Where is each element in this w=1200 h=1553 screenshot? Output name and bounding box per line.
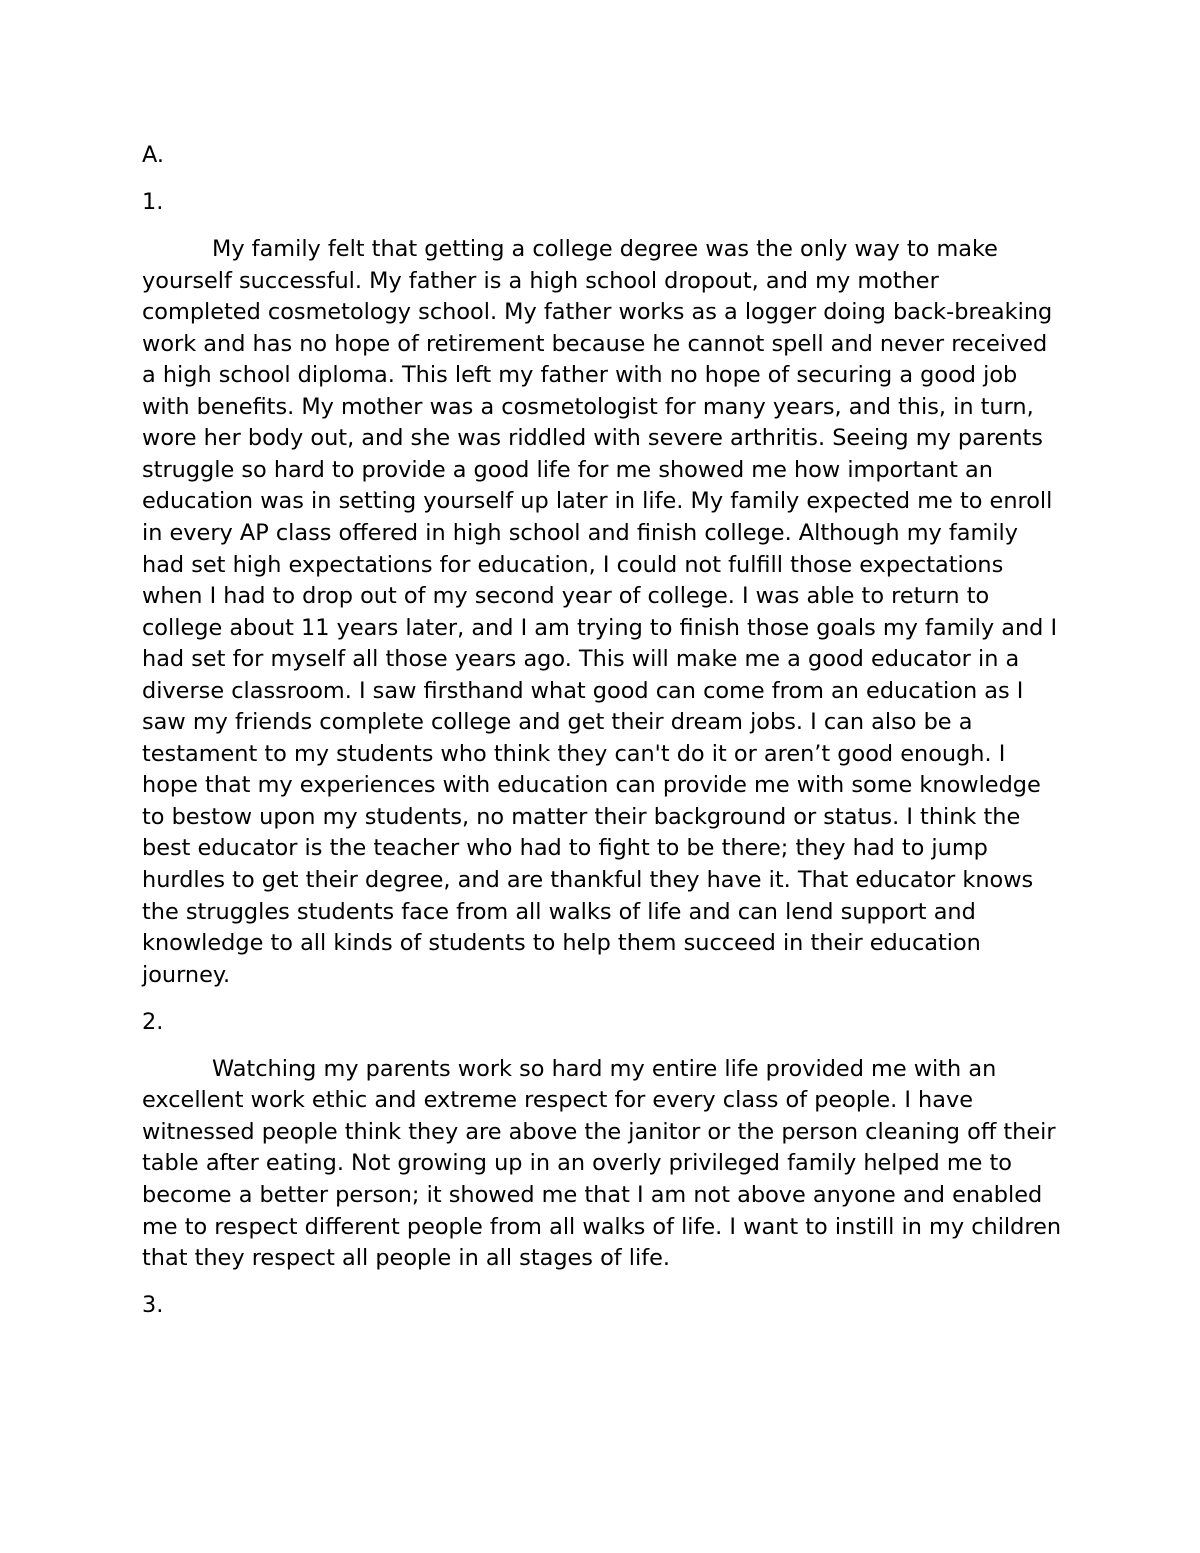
question-number-3: 3. [142, 1292, 164, 1319]
answer-paragraph-1: My family felt that getting a college degree was the only way to make yourself successful. My father is a high school dropout, and my mother completed cosmetology school. My father works as a logger doing back-breaking work and has no hope of retirement because he cannot spell and never received a high school diploma. This left my father with no hope of securing a good job with benefits. My mother was a cosmetologist for many years, and this, in turn, wore her body out, and she was riddled with severe arthritis. Seeing my parents struggle so hard to provide a good life for me showed me how important an education was in setting yourself up later in life. My family expected me to enroll in every AP class offered in high school and finish college. Although my family had set high expectations for education, I could not fulfill those expectations when I had to drop out of my second year of college. I was able to return to college about 11 years later, and I am trying to finish those goals my family and I had set for myself all those years ago. This will make me a good educator in a diverse classroom. I saw firsthand what good can come from an education as I saw my friends complete college and get their dream jobs. I can also be a testament to my students who think they can't do it or aren’t good enough. I hope that my experiences with education can provide me with some knowledge to bestow upon my students, no matter their background or status. I think the best educator is the teacher who had to fight to be there; they had to jump hurdles to get their degree, and are thankful they have it. That educator knows the struggles students face from all walks of life and can lend support and knowledge to all kinds of students to help them succeed in their education journey. [142, 236, 1058, 988]
section-label: A. [142, 142, 165, 168]
answer-paragraph-2: Watching my parents work so hard my entire life provided me with an excellent work ethic and extreme respect for every class of people. I have witnessed people think they are above the janitor or the person cleaning off their table after eating. Not growing up in an overly privileged family helped me to become a better person; it showed me that I am not above anyone and enabled me to respect different people from all walks of life. I want to instill in my children that they respect all people in all stages of life. [142, 1055, 1062, 1272]
document-body [142, 140, 1062, 1337]
question-number-2: 2. [142, 1008, 164, 1035]
question-number-1: 1. [142, 189, 164, 216]
